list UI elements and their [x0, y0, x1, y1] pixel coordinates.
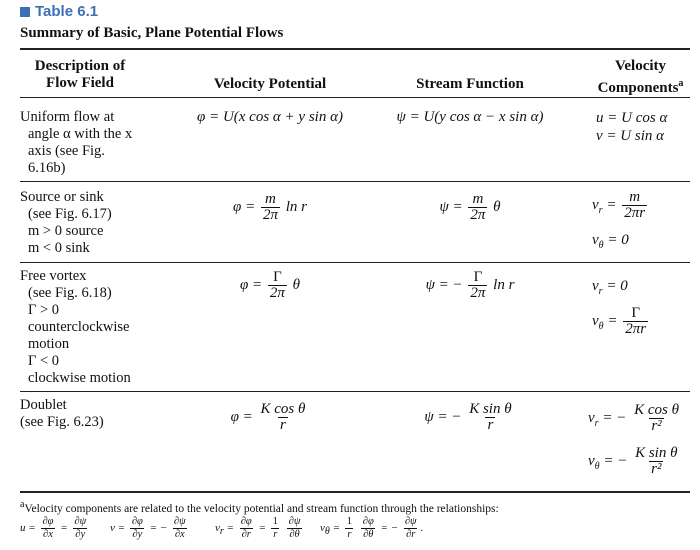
row-doublet-component-vr — [588, 403, 696, 434]
fraction — [468, 192, 487, 223]
equation-rhs: ln r — [285, 198, 307, 215]
numerator: Γ — [631, 305, 640, 321]
denominator: r — [273, 529, 278, 540]
fraction — [271, 516, 280, 541]
period: . — [420, 522, 424, 535]
fraction — [403, 516, 419, 541]
subscript: r — [598, 286, 603, 297]
footnote-eq-vtheta — [320, 516, 423, 541]
fraction — [632, 403, 681, 434]
equation-rhs: ln r — [493, 276, 515, 293]
var: v — [320, 522, 325, 535]
numerator: ∂ψ — [288, 516, 301, 527]
square-bullet-icon — [20, 7, 30, 17]
description-line: clockwise motion — [28, 370, 131, 386]
row-uniform-description — [20, 109, 180, 177]
var: v — [588, 452, 595, 469]
header-description — [20, 58, 140, 92]
fraction — [239, 516, 254, 541]
numerator: K cos θ — [260, 401, 306, 417]
row-source-description — [20, 189, 180, 257]
numerator: K sin θ — [469, 401, 512, 417]
description-line: motion — [28, 336, 70, 352]
header-rule — [20, 97, 690, 98]
equals: = − — [603, 452, 628, 469]
numerator: 1 — [346, 516, 352, 527]
numerator: ∂φ — [362, 516, 374, 527]
equals: = — [332, 522, 340, 535]
row-rule-3 — [20, 391, 690, 392]
subscript: θ — [324, 526, 330, 538]
fraction — [633, 446, 679, 477]
header-potential: Velocity Potential — [213, 76, 327, 92]
description-line: Source or sink — [20, 189, 104, 205]
denominator: r — [487, 417, 494, 433]
denominator: ∂x — [43, 529, 53, 540]
footnote-eq-v — [110, 516, 190, 541]
header-components-line-2 — [588, 75, 693, 97]
denominator: ∂θ — [363, 529, 374, 540]
description-line: Γ < 0 — [28, 353, 60, 369]
footnote-marker: a — [678, 78, 684, 89]
footnote-eq-u — [20, 516, 90, 541]
denominator: r — [280, 417, 286, 433]
denominator: 2π — [262, 207, 278, 223]
numerator: m — [629, 189, 641, 205]
footnote-body: Velocity components are related to the velocity potential and stream function through the relationships: — [24, 502, 499, 515]
numerator: ∂φ — [42, 516, 54, 527]
subscript: θ — [598, 240, 604, 251]
description-line: m < 0 sink — [28, 240, 90, 256]
denominator: r — [347, 529, 352, 540]
equals: = − — [602, 409, 627, 426]
description-line: axis (see Fig. — [28, 143, 105, 159]
row-uniform-potential: φ = U(x cos α + y sin α) — [197, 109, 343, 125]
fraction — [623, 306, 648, 337]
description-line: Uniform flow at — [20, 109, 115, 125]
header-components — [588, 58, 693, 97]
denominator: 2π — [269, 285, 285, 301]
equation-lhs: v = — [110, 522, 126, 535]
numerator: Γ — [473, 269, 483, 285]
denominator: r² — [651, 418, 662, 434]
description-line: angle α with the x — [28, 126, 133, 142]
equals: = — [607, 312, 618, 329]
equation-rhs: = 0 — [606, 278, 628, 294]
footnote-marker: a — [20, 499, 25, 510]
row-rule-2 — [20, 262, 690, 263]
equation-lhs: φ = — [233, 198, 256, 215]
description-line: (see Fig. 6.23) — [20, 414, 104, 430]
subscript: θ — [598, 320, 604, 332]
row-source-component-vr — [592, 190, 692, 221]
equals: = — [258, 522, 266, 535]
denominator: r² — [651, 461, 662, 477]
table-label-text: Table 6.1 — [35, 3, 99, 20]
numerator: 1 — [272, 516, 278, 527]
numerator: m — [472, 191, 484, 207]
header-description-line-2: Flow Field — [46, 75, 114, 91]
fraction — [172, 516, 188, 541]
denominator: 2πr — [624, 205, 646, 221]
numerator: K sin θ — [635, 445, 678, 461]
footnote-eq-vr — [215, 516, 304, 541]
row-source-component-vtheta — [592, 232, 692, 251]
row-rule-1 — [20, 181, 690, 182]
description-line: counterclockwise — [28, 319, 130, 335]
subscript: r — [594, 417, 599, 429]
row-uniform-components — [596, 109, 696, 145]
equation-rhs: θ — [292, 276, 301, 293]
denominator: ∂θ — [289, 529, 300, 540]
numerator: ∂ψ — [74, 516, 87, 527]
equation-lhs: u = — [20, 522, 36, 535]
footnote-text — [20, 499, 690, 515]
numerator: ∂φ — [131, 516, 143, 527]
table-title: Summary of Basic, Plane Potential Flows — [20, 25, 284, 41]
row-source-potential — [180, 192, 360, 223]
header-stream: Stream Function — [416, 76, 524, 92]
equation-lhs: φ = — [230, 408, 253, 425]
row-vortex-component-vr — [592, 278, 692, 297]
description-line: (see Fig. 6.17) — [28, 206, 112, 222]
row-vortex-component-vtheta — [592, 306, 692, 337]
table-label — [20, 3, 98, 20]
fraction — [345, 516, 354, 541]
var: v — [588, 409, 595, 426]
denominator: ∂x — [174, 529, 185, 540]
var: v — [592, 278, 599, 294]
row-source-stream — [380, 192, 560, 223]
row-doublet-potential — [180, 402, 360, 433]
row-vortex-description — [20, 268, 180, 387]
equals: = — [606, 196, 617, 213]
fraction — [40, 516, 55, 541]
row-uniform-stream: ψ = U(y cos α − x sin α) — [396, 109, 544, 125]
description-line: m > 0 source — [28, 223, 104, 239]
component-u: u = U cos α — [596, 110, 668, 126]
fraction — [130, 516, 145, 541]
denominator: ∂r — [406, 529, 416, 540]
denominator: 2π — [470, 207, 486, 223]
fraction — [261, 192, 280, 223]
row-vortex-potential — [180, 270, 360, 301]
equals: = — [226, 522, 234, 535]
fraction — [72, 516, 88, 541]
fraction — [287, 516, 303, 541]
var: v — [592, 232, 599, 248]
numerator: m — [265, 191, 276, 207]
subscript: r — [219, 526, 224, 538]
header-components-text: Components — [597, 80, 679, 96]
bottom-rule — [20, 491, 690, 493]
description-line: (see Fig. 6.18) — [28, 285, 112, 301]
denominator: ∂y — [132, 529, 143, 540]
fraction — [622, 190, 647, 221]
description-line: 6.16b) — [28, 160, 66, 176]
equation-lhs: ψ = − — [424, 408, 462, 425]
equals: = — [60, 522, 68, 535]
equation-lhs: ψ = — [439, 198, 463, 215]
row-vortex-stream — [380, 270, 560, 301]
numerator: ∂ψ — [404, 516, 417, 527]
equation-rhs: = 0 — [607, 232, 629, 248]
numerator: ∂ψ — [173, 516, 186, 527]
row-doublet-description — [20, 397, 180, 431]
var: v — [592, 196, 599, 213]
fraction — [468, 270, 487, 301]
component-v: v = U sin α — [596, 128, 664, 144]
denominator: ∂y — [75, 529, 86, 540]
header-description-line-1: Description of — [34, 58, 126, 74]
fraction — [259, 402, 308, 433]
denominator: 2π — [470, 285, 486, 301]
numerator: K cos θ — [634, 402, 679, 418]
denominator: ∂r — [241, 529, 251, 540]
fraction — [268, 270, 287, 301]
description-line: Free vortex — [20, 268, 87, 284]
denominator: 2πr — [625, 321, 647, 337]
fraction — [361, 516, 376, 541]
row-doublet-stream — [380, 402, 560, 433]
equation-rhs: θ — [493, 198, 501, 215]
top-rule — [20, 48, 690, 50]
fraction — [467, 402, 513, 433]
row-doublet-component-vtheta — [588, 446, 696, 477]
numerator: Γ — [273, 269, 282, 285]
equals: = − — [149, 522, 168, 535]
subscript: θ — [594, 460, 600, 472]
equation-lhs: ψ = − — [425, 276, 463, 293]
numerator: ∂φ — [240, 516, 252, 527]
header-components-line-1: Velocity — [614, 58, 667, 74]
description-line: Doublet — [20, 397, 67, 413]
equals: = − — [380, 522, 399, 535]
description-line: Γ > 0 — [28, 302, 60, 318]
var: v — [215, 522, 220, 535]
subscript: r — [598, 204, 603, 216]
var: v — [592, 312, 599, 329]
equation-lhs: φ = — [239, 276, 263, 293]
